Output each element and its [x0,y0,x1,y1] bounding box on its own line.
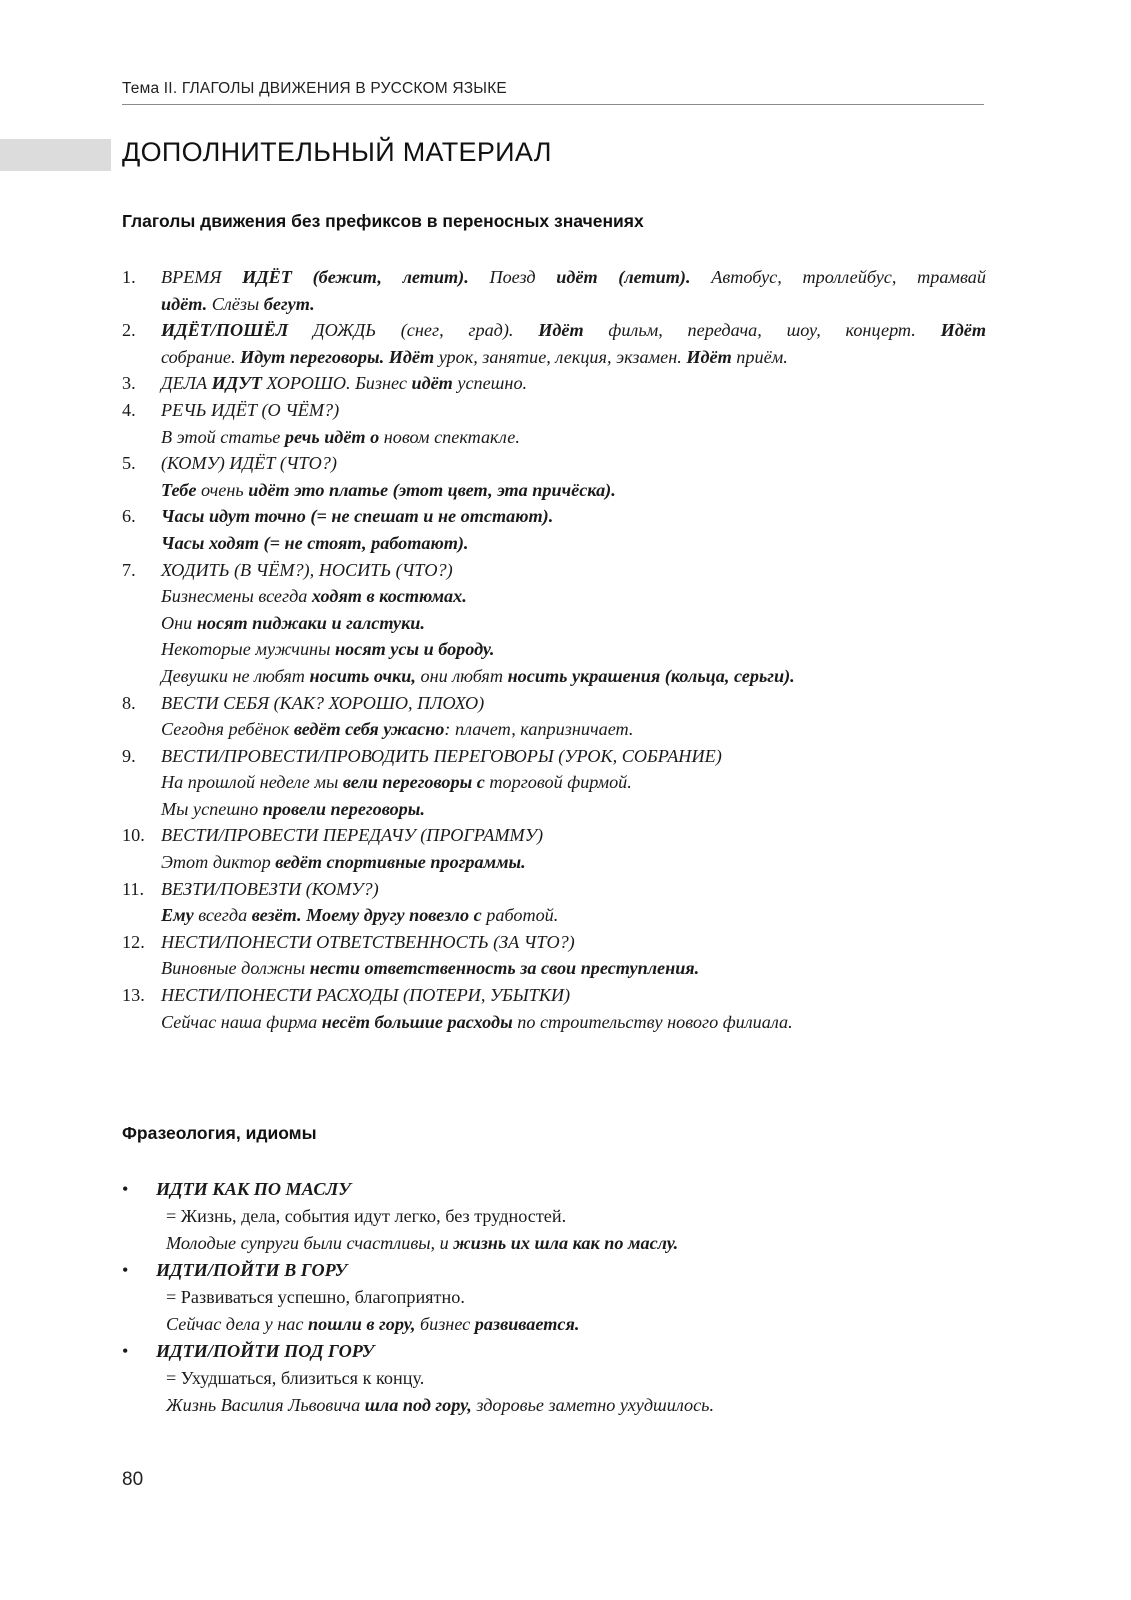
bold-run: носить украшения (кольца, серьги). [507,665,795,686]
item-line [161,955,986,982]
item-number: 12. [122,931,145,952]
text-run: ХОРОШО. Бизнес [262,373,412,394]
text-run: Молодые супруги были счастливы, и [166,1233,454,1253]
section-title: ДОПОЛНИТЕЛЬНЫЙ МАТЕРИАЛ [122,137,552,167]
item-number: 1. [122,267,136,287]
bold-run: пошли в гору, [308,1314,416,1334]
item-line [161,849,986,876]
bold-run: носят пиджаки и галстуки. [196,612,425,633]
item-line [161,397,986,424]
idiom-meaning: = Ухудшаться, близиться к концу. [166,1368,425,1388]
bold-run: жизнь их шла как по маслу. [453,1233,679,1253]
idiom-title: ИДТИ/ПОЙТИ В ГОРУ [156,1260,348,1280]
item-line [161,636,986,663]
item-line [161,929,986,956]
bold-run: Идёт [538,320,584,341]
item-line [161,450,986,477]
text-run: ВЕСТИ/ПРОВЕСТИ/ПРОВОДИТЬ ПЕРЕГОВОРЫ (УРОК, СОБРАНИЕ) [161,745,722,766]
bold-run: вели переговоры с [342,772,485,793]
numbered-item [122,876,986,929]
text-run: НЕСТИ/ПОНЕСТИ ОТВЕТСТВЕННОСТЬ (ЗА ЧТО?) [161,931,575,952]
item-line [161,477,986,504]
numbered-item [122,982,986,1035]
item-line [161,264,986,291]
bold-run: ходят в костюмах. [311,586,467,607]
text-run: ДЕЛА [161,373,212,394]
bold-run: Ему [161,905,194,926]
idiom-example [156,1230,986,1257]
numbered-item [122,690,986,743]
item-number: 2. [122,320,136,341]
text-run: фильм, передача, шоу, концерт. [583,320,941,341]
bold-run: Часы идут точно (= не спешат и не отстают). [161,506,554,527]
item-line [161,557,986,584]
bold-run: идёт. [161,293,208,314]
text-run: ХОДИТЬ (В ЧЁМ?), НОСИТЬ (ЧТО?) [161,559,453,580]
text-run: Автобус, троллейбус, трамвай [690,267,986,287]
bold-run: нести ответственность за свои преступления. [309,958,700,979]
text-run: Девушки не любят [161,665,310,686]
item-line [161,769,986,796]
item-line [161,982,986,1009]
bold-run: ИДЁТ (бежит, летит). [242,267,469,287]
text-run: по строительству нового филиала. [512,1011,793,1032]
bold-run: Идёт [686,346,732,367]
numbered-item [122,743,986,823]
subheading-idioms: Фразеология, идиомы [122,1123,317,1143]
bold-run: Идут переговоры. Идёт [240,346,435,367]
item-number: 3. [122,373,136,394]
text-run: успешно. [452,373,528,394]
item-line [161,424,986,451]
numbered-item [122,822,986,875]
numbered-item [122,370,986,397]
item-line [161,610,986,637]
numbered-item [122,264,986,317]
bold-run: идёт [411,373,453,394]
item-line [161,583,986,610]
text-run: (КОМУ) ИДЁТ (ЧТО?) [161,453,337,474]
text-run: ВЕСТИ/ПРОВЕСТИ ПЕРЕДАЧУ (ПРОГРАММУ) [161,825,544,846]
text-run: торговой фирмой. [484,772,632,793]
text-run: Слёзы [207,293,264,314]
bullet-dot: • [122,1260,129,1280]
numbered-item [122,557,986,690]
bold-run: ИДУТ [211,373,262,394]
item-line [161,370,986,397]
idiom-item [122,1338,986,1419]
bold-run: несёт большие расходы [321,1011,513,1032]
bold-run: провели переговоры. [262,798,425,819]
item-line [161,690,986,717]
numbered-item [122,929,986,982]
idiom-item [122,1257,986,1338]
item-number: 9. [122,745,136,766]
bold-run: Часы ходят (= не стоят, работают). [161,532,469,553]
numbered-item [122,397,986,450]
text-run: бизнес [415,1314,475,1334]
text-run: ВРЕМЯ [161,267,243,287]
item-line [161,663,986,690]
text-run: они любят [415,665,508,686]
text-run: работой. [481,905,559,926]
item-line [161,743,986,770]
item-number: 11. [122,878,145,899]
text-run: Сейчас дела у нас [166,1314,309,1334]
subheading-figurative: Глаголы движения без префиксов в переносных значениях [122,211,644,231]
section-tab-marker [0,139,111,171]
text-run: Они [161,612,197,633]
item-line [161,503,986,530]
item-line [161,716,986,743]
bullet-dot: • [122,1179,129,1199]
numbered-item [122,317,986,370]
text-run: В этой статье [161,426,285,447]
text-run: ВЕЗТИ/ПОВЕЗТИ (КОМУ?) [161,878,379,899]
text-run: ВЕСТИ СЕБЯ (КАК? ХОРОШО, ПЛОХО) [161,692,485,713]
numbered-item [122,450,986,503]
bold-run: носить очки, [309,665,416,686]
bold-run: ведёт себя ужасно [293,719,445,740]
bold-run: идёт это платье (этот цвет, эта причёска). [248,479,616,500]
text-run: Мы успешно [161,798,263,819]
idiom-title: ИДТИ/ПОЙТИ ПОД ГОРУ [156,1341,375,1361]
idiom-meaning: = Развиваться успешно, благоприятно. [166,1287,465,1307]
text-run: Этот диктор [161,852,276,873]
text-run: Бизнесмены всегда [161,586,312,607]
page-number: 80 [122,1469,144,1490]
bold-run: везёт. Моему другу повезло с [251,905,482,926]
bold-run: Тебе [161,479,197,500]
text-run: очень [196,479,249,500]
item-number: 10. [122,825,145,846]
text-run: урок, занятие, лекция, экзамен. [434,346,687,367]
bold-run: носят усы и бороду. [334,639,495,660]
item-number: 6. [122,506,136,527]
numbered-item [122,503,986,556]
text-run: РЕЧЬ ИДЁТ (О ЧЁМ?) [161,399,340,420]
bold-run: Идёт [940,320,986,341]
idiom-meaning: = Жизнь, дела, события идут легко, без трудностей. [166,1206,567,1226]
text-run: собрание. [161,346,241,367]
idiom-example [156,1392,986,1419]
bold-run: ведёт спортивные программы. [275,852,526,873]
item-number: 13. [122,985,145,1006]
text-run: На прошлой неделе мы [161,772,343,793]
text-run: всегда [193,905,252,926]
text-run: Жизнь Василия Львовича [166,1395,365,1415]
item-line [161,1009,986,1036]
item-number: 5. [122,453,136,474]
item-line [161,902,986,929]
text-run: Поезд [468,267,557,287]
text-run: новом спектакле. [379,426,520,447]
bold-run: шла под гору, [364,1395,472,1415]
bold-run: речь идёт о [284,426,380,447]
bold-run: ИДЁТ/ПОШЁЛ [161,320,289,341]
item-line [161,317,986,344]
text-run: ДОЖДЬ (снег, град). [288,320,539,341]
text-run: Некоторые мужчины [161,639,335,660]
idiom-example [156,1311,986,1338]
text-run: Сегодня ребёнок [161,719,294,740]
item-number: 4. [122,399,136,420]
text-run: Виновные должны [161,958,310,979]
item-line [161,796,986,823]
bold-run: идёт (летит). [556,267,691,287]
idiom-item [122,1176,986,1257]
item-line [161,530,986,557]
item-line [161,344,986,371]
idioms-list [122,1176,986,1419]
running-head: Тема II. ГЛАГОЛЫ ДВИЖЕНИЯ В РУССКОМ ЯЗЫКЕ [122,80,984,105]
idiom-title: ИДТИ КАК ПО МАСЛУ [156,1179,351,1199]
bullet-dot: • [122,1341,129,1361]
text-run: приём. [731,346,788,367]
bold-run: бегут. [263,293,315,314]
text-run: : плачет, капризничает. [444,719,634,740]
bold-run: развивается. [474,1314,580,1334]
item-number: 7. [122,559,136,580]
item-line [161,291,986,318]
item-line [161,822,986,849]
text-run: НЕСТИ/ПОНЕСТИ РАСХОДЫ (ПОТЕРИ, УБЫТКИ) [161,985,571,1006]
item-line [161,876,986,903]
text-run: здоровье заметно ухудшилось. [471,1395,714,1415]
item-number: 8. [122,692,136,713]
figurative-meanings-list [122,264,986,1035]
text-run: Сейчас наша фирма [161,1011,322,1032]
